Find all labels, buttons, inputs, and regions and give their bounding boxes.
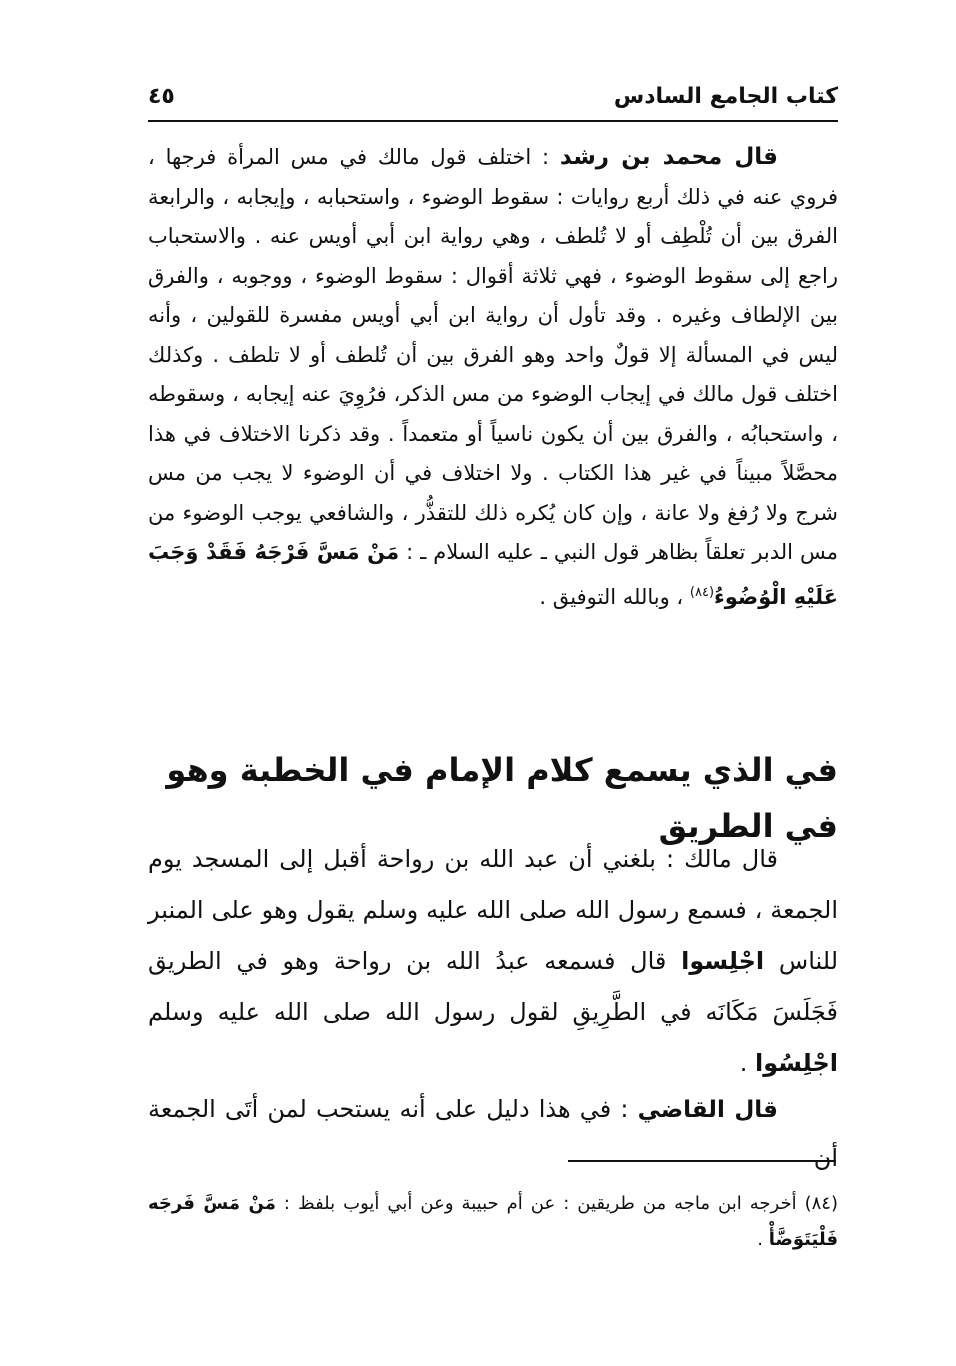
narration-paragraph <box>148 834 838 1089</box>
hadith-quote: اجْلِسوا <box>681 947 765 975</box>
commentary-paragraph <box>148 138 838 617</box>
footnote-rule <box>568 1160 836 1162</box>
paragraph-text: : في هذا دليل على أنه يستحب لمن أتَى الجمعة أن <box>148 1095 838 1172</box>
footnote-quote: مَنْ مَسَّ فَرجَه فَلْيَتَوَضَّأْ <box>148 1193 838 1250</box>
speaker-name: قال مالك <box>684 845 779 873</box>
footnote-text: أخرجه ابن ماجه من طريقين : عن أم حبيبة وعن أبي أيوب بلفظ : <box>283 1193 797 1214</box>
speaker-name: قال القاضي <box>637 1097 778 1123</box>
hadith-quote: اجْلِسُوا <box>754 1049 838 1077</box>
running-header <box>148 78 838 118</box>
footnote-number: (٨٤) <box>804 1193 839 1214</box>
paragraph-text: : بلغني أن عبد الله بن رواحة أقبل إلى المسجد يوم الجمعة ، فسمع رسول الله صلى الله عليه وسلم يقول وهو على المنبر للناس <box>148 845 838 975</box>
commentary-paragraph <box>148 1085 838 1182</box>
section-heading: في الذي يسمع كلام الإمام في الخطبة وهو في الطريق <box>166 751 838 845</box>
running-title: كتاب الجامع السادس <box>613 84 838 109</box>
footnote-end: . <box>757 1229 763 1250</box>
footnote-reference: (٨٤) <box>689 584 715 600</box>
speaker-name: قال محمد بن رشد <box>559 144 778 170</box>
page-number: ٤٥ <box>148 84 175 109</box>
footnote <box>148 1186 838 1258</box>
header-rule <box>148 120 838 122</box>
paragraph-text: : اختلف قول مالك في مس المرأة فرجها ، فروي عنه في ذلك أربع روايات : سقوط الوضوء ، واستحبابه ، وإيجابه ، والرابعة الفرق بين أن تُلْطِف أو لا تُلطف ، وهي رواية ابن أبي أويس عنه . والاستحباب راجع إلى سقوط الوضوء ، فهي ثلاثة أقوال : سقوط الوضوء ، ووجوبه ، والفرق بين الإلطاف وغيره . وقد تأول أن رواية ابن أبي أويس مفسرة للقولين ، وأنه ليس في المسألة إلا قولٌ واحد وهو الفرق بين أن تُلطف أو لا تلطف . وكذلك اختلف قول مالك في إيجاب الوضوء من مس الذكر، فرُوِيَ عنه إيجابه ، وسقوطه ، واستحبابُه ، والفرق بين أن يكون ناسياً أو متعمداً . وقد ذكرنا الاختلاف في هذا محصَّلاً مبيناً في غير هذا الكتاب . ولا اختلاف في أن الوضوء لا يجب من مس شرج ولا رُفغ ولا عانة ، وإن كان يُكره ذلك للتقذُّر ، والشافعي يوجب الوضوء من مس الدبر تعلقاً بظاهر قول النبي ـ عليه السلام ـ : <box>148 145 838 564</box>
hadith-quote: مَنْ مَسَّ فَرْجَهُ فَقَدْ وَجَبَ عَلَيْهِ الْوُضُوءُ <box>148 540 838 609</box>
paragraph-closing: ، وبالله التوفيق . <box>539 584 684 609</box>
paragraph-end: . <box>739 1049 748 1077</box>
paragraph-text: قال فسمعه عبدُ الله بن رواحة وهو في الطريق فَجَلَسَ مَكَانَه في الطَّرِيقِ لقول رسول الله صلى الله عليه وسلم <box>148 947 838 1026</box>
